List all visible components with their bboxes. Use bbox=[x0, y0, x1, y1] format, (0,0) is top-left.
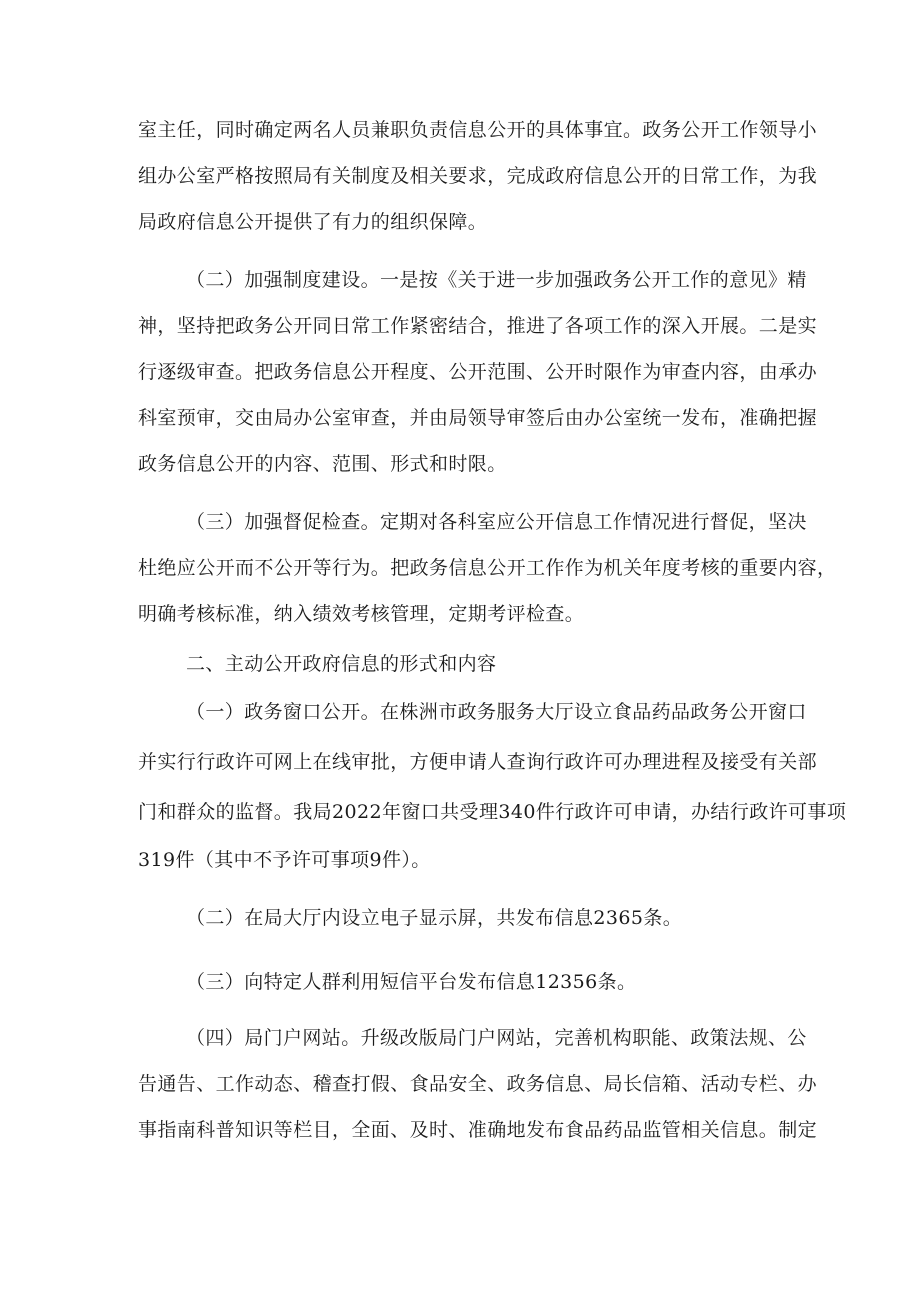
paragraph-line: 科室预审，交由局办公室审查，并由局领导审签后由办公室统一发布，准确把握 bbox=[138, 407, 818, 429]
paragraph-line: 杜绝应公开而不公开等行为。把政务信息公开工作作为机关年度考核的重要内容， bbox=[138, 557, 837, 579]
paragraph-line: 并实行行政许可网上在线审批，方便申请人查询行政许可办理进程及接受有关部 bbox=[138, 751, 818, 773]
section-heading: 二、主动公开政府信息的形式和内容 bbox=[186, 653, 497, 675]
paragraph-line: 组办公室严格按照局有关制度及相关要求，完成政府信息公开的日常工作，为我 bbox=[138, 165, 818, 187]
paragraph-line: （四）局门户网站。升级改版局门户网站，完善机构职能、政策法规、公 bbox=[186, 1027, 807, 1049]
paragraph-line: 室主任，同时确定两名人员兼职负责信息公开的具体事宜。政务公开工作领导小 bbox=[138, 119, 818, 141]
paragraph-line: 告通告、工作动态、稽查打假、食品安全、政务信息、局长信箱、活动专栏、办 bbox=[138, 1073, 818, 1095]
paragraph-line: 神，坚持把政务公开同日常工作紧密结合，推进了各项工作的深入开展。二是实 bbox=[138, 315, 818, 337]
paragraph-line: 局政府信息公开提供了有力的组织保障。 bbox=[138, 211, 488, 233]
paragraph-line: 行逐级审查。把政务信息公开程度、公开范围、公开时限作为审查内容，由承办 bbox=[138, 361, 818, 383]
paragraph-line: 明确考核标准，纳入绩效考核管理，定期考评检查。 bbox=[138, 603, 585, 625]
paragraph-line: 319件（其中不予许可事项9件）。 bbox=[138, 849, 431, 871]
paragraph-line: 门和群众的监督。我局2022年窗口共受理340件行政许可申请，办结行政许可事项 bbox=[138, 801, 847, 823]
paragraph-line: 政务信息公开的内容、范围、形式和时限。 bbox=[138, 453, 507, 475]
paragraph-line: 事指南科普知识等栏目，全面、及时、准确地发布食品药品监管相关信息。制定 bbox=[138, 1119, 818, 1141]
paragraph-line: （三）加强督促检查。定期对各科室应公开信息工作情况进行督促，坚决 bbox=[186, 511, 807, 533]
paragraph-line: （二）加强制度建设。一是按《关于进一步加强政务公开工作的意见》精 bbox=[186, 269, 807, 291]
paragraph-line: （三）向特定人群利用短信平台发布信息12356条。 bbox=[186, 971, 637, 993]
paragraph-line: （一）政务窗口公开。在株洲市政务服务大厅设立食品药品政务公开窗口 bbox=[186, 701, 807, 723]
paragraph-line: （二）在局大厅内设立电子显示屏，共发布信息2365条。 bbox=[186, 907, 683, 929]
